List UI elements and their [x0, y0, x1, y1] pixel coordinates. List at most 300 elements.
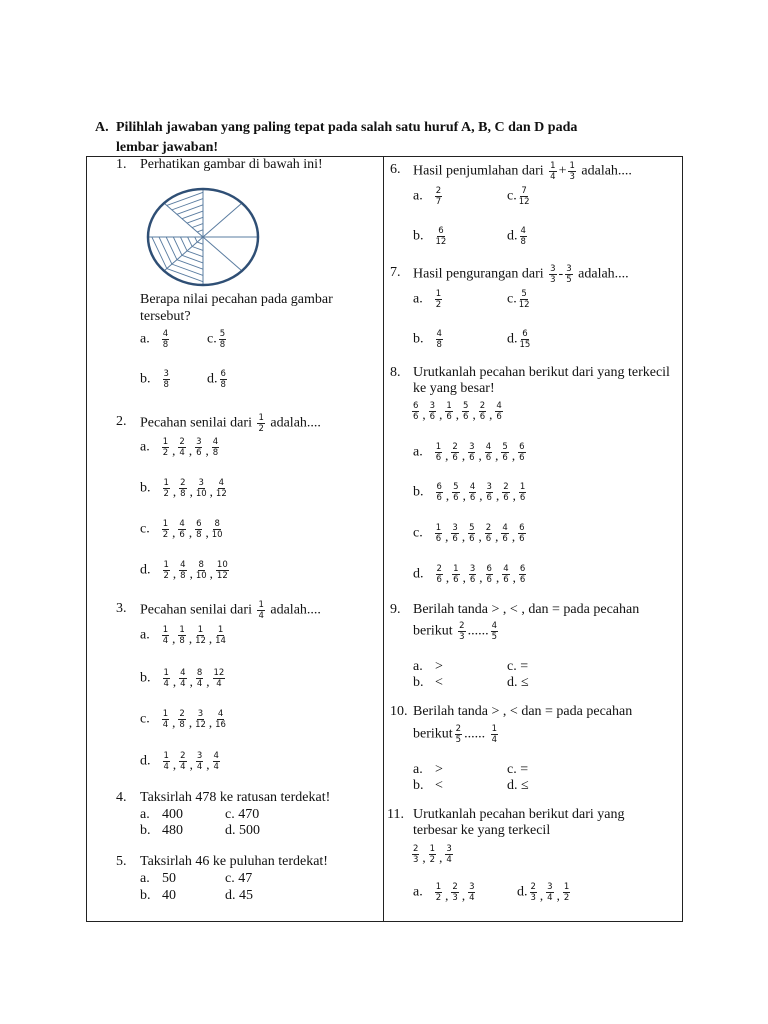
denominator: 3: [413, 855, 419, 865]
question-prompt: [140, 600, 321, 621]
fraction: [215, 625, 226, 646]
option-b[interactable]: [413, 777, 443, 795]
option-c[interactable]: [225, 870, 252, 888]
fraction: [195, 625, 206, 646]
separator: ,: [188, 714, 193, 730]
numerator: 4: [217, 709, 224, 719]
numerator: 3: [469, 882, 475, 892]
denominator: 6: [446, 412, 452, 422]
denominator: 12: [215, 489, 227, 499]
denominator: 6: [453, 575, 459, 585]
fraction: [435, 186, 442, 207]
option-d[interactable]: [507, 226, 529, 247]
fraction: [462, 401, 469, 422]
option-label: d.: [225, 888, 236, 903]
question-prompt-line-1: Urutkanlah pecahan berikut dari yang: [413, 807, 625, 822]
option-a[interactable]: [413, 882, 477, 903]
numerator: 1: [179, 625, 185, 635]
fraction-list: [160, 709, 228, 730]
fraction: [502, 564, 509, 585]
option-value: <: [435, 778, 443, 793]
fraction-list: [161, 560, 231, 581]
option-c[interactable]: [413, 523, 528, 544]
numerator: 1: [435, 523, 442, 533]
separator: ,: [205, 442, 209, 458]
option-label: a.: [140, 439, 150, 455]
denominator: 8: [219, 340, 226, 350]
option-label: c.: [413, 525, 423, 541]
option-c[interactable]: [507, 186, 532, 207]
separator: ,: [439, 849, 443, 865]
numerator: 6: [519, 564, 526, 574]
option-a[interactable]: [140, 625, 228, 646]
numerator: 12: [213, 668, 225, 678]
option-a[interactable]: [413, 289, 444, 310]
prompt-text: adalah....: [578, 266, 629, 282]
prompt-text: adalah....: [581, 163, 632, 179]
fraction: [196, 478, 207, 499]
fraction-list: [160, 519, 225, 540]
fraction: [163, 668, 170, 689]
fraction: [429, 844, 436, 865]
numerator: 8: [214, 519, 220, 529]
option-b[interactable]: [140, 668, 227, 689]
fraction: [178, 519, 185, 540]
fraction-list: [160, 437, 221, 458]
fraction: [436, 329, 443, 350]
denominator: 6: [435, 453, 442, 463]
fraction-list: [410, 844, 455, 865]
fraction: [212, 437, 219, 458]
option-label: b.: [413, 331, 424, 347]
question-prompt-line-1: Urutkanlah pecahan berikut dari yang terkecil: [413, 365, 670, 380]
option-label: c.: [225, 871, 235, 886]
option-b[interactable]: [140, 369, 172, 390]
fraction-wrap: [456, 621, 467, 642]
fraction: [451, 523, 458, 544]
separator: ,: [189, 756, 193, 772]
option-label: b.: [140, 670, 151, 686]
numerator: 5: [453, 482, 459, 492]
option-d[interactable]: [517, 882, 572, 903]
fraction-list: [434, 482, 529, 503]
fraction: [452, 564, 459, 585]
numerator: 4: [180, 560, 186, 570]
fraction-wrap: [547, 161, 558, 182]
question-prompt-line-2: ke yang besar!: [413, 381, 495, 396]
denominator: 12: [195, 720, 206, 730]
fraction: [436, 482, 443, 503]
numerator: 8: [198, 560, 204, 570]
denominator: 5: [491, 632, 497, 642]
option-label: a.: [413, 188, 423, 204]
numerator: 2: [485, 523, 492, 533]
option-label: d.: [507, 228, 518, 244]
numerator: 1: [435, 442, 442, 452]
option-a[interactable]: [413, 186, 444, 207]
denominator: 6: [519, 453, 525, 463]
numerator: 8: [196, 668, 203, 678]
fraction-wrap: [489, 724, 500, 745]
numerator: 6: [438, 226, 444, 236]
denominator: 8: [180, 489, 186, 499]
numerator: 1: [163, 751, 169, 761]
question-number: 2.: [116, 414, 127, 429]
fraction-list: [410, 401, 505, 422]
fraction: [451, 442, 458, 463]
fraction-wrap: [566, 161, 577, 182]
denominator: 4: [213, 762, 219, 772]
separator: ,: [556, 887, 560, 903]
fraction: [565, 264, 572, 285]
instructions-line-2: lembar jawaban!: [116, 140, 219, 155]
denominator: 6: [485, 453, 492, 463]
separator: ,: [489, 406, 493, 422]
section-letter: A.: [95, 120, 109, 135]
fraction: [518, 523, 525, 544]
denominator: 6: [479, 412, 486, 422]
fraction-circle-figure: [145, 187, 261, 287]
prompt-text: Hasil penjumlahan dari: [413, 163, 544, 179]
denominator: 16: [215, 720, 226, 730]
fraction: [445, 401, 452, 422]
denominator: 7: [435, 197, 442, 207]
denominator: 2: [563, 893, 570, 903]
option-d[interactable]: [207, 369, 229, 390]
option-value: =: [520, 659, 529, 674]
column-divider: [383, 156, 384, 922]
denominator: 8: [180, 571, 186, 581]
numerator: 4: [436, 329, 442, 339]
numerator: 1: [550, 161, 556, 171]
denominator: 4: [179, 448, 185, 458]
separator: ,: [206, 673, 210, 689]
option-b[interactable]: [140, 478, 229, 499]
denominator: 3: [550, 275, 556, 285]
separator: ,: [209, 565, 213, 581]
option-d[interactable]: [507, 674, 529, 692]
question-prompt-line-2: [413, 621, 500, 642]
separator: ,: [172, 524, 176, 540]
numerator: 6: [220, 369, 226, 379]
numerator: 2: [180, 751, 186, 761]
fraction: [429, 401, 436, 422]
fraction: [257, 413, 264, 434]
option-label: a.: [413, 659, 423, 674]
option-d[interactable]: [507, 329, 532, 350]
denominator: 2: [258, 424, 264, 434]
fraction: [518, 442, 525, 463]
option-label: d.: [413, 566, 424, 582]
denominator: 12: [216, 571, 228, 581]
fraction: [162, 329, 169, 350]
separator: ,: [461, 887, 466, 903]
fraction: [163, 369, 170, 390]
fraction: [216, 560, 229, 581]
denominator: 12: [195, 636, 206, 646]
numerator: 1: [163, 560, 169, 570]
option-label: d.: [140, 562, 151, 578]
numerator: 4: [496, 401, 502, 411]
denominator: 6: [503, 493, 509, 503]
option-value: ≤: [521, 675, 529, 690]
option-c[interactable]: [507, 289, 532, 310]
question-prompt-line-1: Berilah tanda > , < dan = pada pecahan: [413, 704, 633, 719]
separator: ,: [478, 447, 482, 463]
denominator: 3: [452, 893, 458, 903]
option-c[interactable]: [140, 519, 225, 540]
option-b[interactable]: [413, 674, 443, 692]
denominator: 8: [163, 380, 169, 390]
denominator: 8: [162, 340, 169, 350]
denominator: 6: [519, 493, 526, 503]
fraction: [491, 724, 498, 745]
option-a[interactable]: [413, 442, 528, 463]
fraction: [469, 482, 476, 503]
numerator: 4: [520, 226, 526, 236]
fraction: [179, 668, 186, 689]
option-b[interactable]: [140, 822, 183, 840]
fraction: [519, 186, 530, 207]
fraction: [502, 482, 509, 503]
option-label: c.: [140, 711, 150, 727]
numerator: 10: [216, 560, 228, 570]
fraction: [549, 264, 556, 285]
fraction: [519, 564, 526, 585]
question-prompt: Taksirlah 46 ke puluhan terdekat!: [140, 854, 328, 869]
denominator: 6: [469, 534, 475, 544]
numerator: 4: [212, 437, 219, 447]
separator: ,: [479, 487, 483, 503]
separator: ,: [189, 565, 193, 581]
numerator: 1: [491, 724, 497, 734]
denominator: 6: [452, 453, 458, 463]
option-value: 470: [238, 807, 260, 822]
question-text-line-2: tersebut?: [140, 309, 191, 324]
fraction: [458, 621, 465, 642]
operator: +: [558, 163, 567, 179]
fraction: [216, 478, 227, 499]
fraction: [485, 442, 492, 463]
numerator: 4: [213, 751, 219, 761]
prompt-text: berikut: [413, 623, 453, 639]
separator: ,: [172, 483, 177, 499]
numerator: 5: [521, 289, 527, 299]
option-value: >: [435, 762, 443, 777]
option-label: d.: [507, 675, 518, 690]
separator: ,: [512, 569, 516, 585]
separator: ,: [172, 756, 177, 772]
denominator: 6: [196, 448, 202, 458]
option-label: b.: [413, 484, 424, 500]
denominator: 10: [195, 571, 207, 581]
denominator: 4: [162, 720, 169, 730]
denominator: 6: [179, 530, 185, 540]
denominator: 6: [502, 453, 508, 463]
fraction: [435, 523, 442, 544]
fraction: [479, 401, 486, 422]
option-value: <: [435, 675, 443, 690]
option-label: c.: [507, 188, 517, 204]
option-label: a.: [413, 762, 423, 777]
fraction: [546, 882, 553, 903]
fraction-wrap: [517, 186, 532, 207]
numerator: 3: [550, 264, 556, 274]
fraction: [196, 751, 203, 772]
numerator: 2: [436, 564, 442, 574]
separator: ,: [189, 483, 193, 499]
numerator: 2: [479, 401, 486, 411]
option-label: c.: [507, 762, 517, 777]
denominator: 4: [491, 735, 497, 745]
option-label: d.: [517, 884, 528, 900]
separator: ,: [172, 673, 177, 689]
fraction: [501, 442, 508, 463]
question-number: 11.: [387, 807, 404, 822]
denominator: 2: [163, 571, 169, 581]
fraction: [435, 442, 442, 463]
prompt-text: berikut: [413, 726, 453, 742]
denominator: 6: [502, 534, 508, 544]
numerator: 6: [196, 519, 202, 529]
fraction: [179, 560, 186, 581]
separator: ,: [462, 569, 466, 585]
numerator: 1: [217, 625, 224, 635]
denominator: 12: [435, 237, 447, 247]
fraction-wrap: [518, 226, 529, 247]
fraction: [178, 625, 185, 646]
denominator: 5: [455, 735, 462, 745]
option-a[interactable]: [140, 329, 171, 350]
numerator: 5: [502, 442, 508, 452]
fraction: [179, 751, 186, 772]
denominator: 3: [530, 893, 536, 903]
separator: ,: [188, 524, 193, 540]
separator: ,: [172, 714, 176, 730]
question-prompt-line-1: Berilah tanda > , < , dan = pada pecahan: [413, 602, 640, 617]
numerator: 3: [469, 564, 476, 574]
option-label: c.: [140, 521, 150, 537]
blank-dots: ......: [464, 726, 486, 742]
numerator: 3: [547, 882, 553, 892]
fraction: [163, 751, 170, 772]
numerator: 1: [446, 401, 452, 411]
option-b[interactable]: [140, 887, 176, 905]
fraction: [455, 724, 462, 745]
numerator: 1: [163, 478, 169, 488]
option-c[interactable]: [140, 709, 228, 730]
option-label: c.: [225, 807, 235, 822]
separator: ,: [172, 630, 176, 646]
numerator: 5: [463, 401, 469, 411]
denominator: 12: [518, 197, 530, 207]
numerator: 3: [163, 369, 169, 379]
separator: ,: [439, 406, 443, 422]
option-d[interactable]: [225, 822, 260, 840]
fraction-wrap: [161, 369, 172, 390]
denominator: 6: [519, 534, 525, 544]
option-value: 480: [162, 823, 183, 838]
denominator: 2: [429, 855, 436, 865]
question-number: 7.: [390, 265, 401, 280]
fraction: [501, 523, 508, 544]
numerator: 1: [258, 413, 264, 423]
fraction-list: [433, 882, 478, 903]
option-label: a.: [140, 807, 150, 822]
option-c[interactable]: [207, 329, 228, 350]
option-label: a.: [140, 627, 150, 643]
numerator: 6: [436, 482, 442, 492]
option-d[interactable]: [140, 751, 222, 772]
option-label: b.: [413, 778, 424, 793]
denominator: 6: [436, 493, 442, 503]
denominator: 4: [162, 636, 169, 646]
fraction-wrap: [434, 329, 445, 350]
fraction: [196, 668, 203, 689]
option-value: =: [520, 762, 529, 777]
fraction: [163, 478, 170, 499]
question-prompt-line-2: [413, 724, 500, 745]
option-a[interactable]: [140, 870, 176, 888]
option-b[interactable]: [413, 329, 445, 350]
denominator: 6: [463, 412, 469, 422]
numerator: 1: [569, 161, 575, 171]
fraction: [452, 482, 459, 503]
option-d[interactable]: [225, 887, 253, 905]
instructions-line-1: Pilihlah jawaban yang paling tepat pada salah satu huruf A, B, C dan D pada: [116, 120, 578, 135]
separator: ,: [188, 630, 193, 646]
separator: ,: [495, 447, 499, 463]
numerator: 2: [455, 724, 462, 734]
fraction: [549, 161, 556, 182]
option-d[interactable]: [413, 564, 528, 585]
denominator: 4: [180, 762, 186, 772]
fraction: [412, 401, 419, 422]
numerator: 1: [453, 564, 459, 574]
option-a[interactable]: [140, 437, 221, 458]
denominator: 2: [163, 489, 169, 499]
numerator: 7: [521, 186, 527, 196]
numerator: 2: [180, 478, 186, 488]
option-label: b.: [140, 888, 151, 903]
denominator: 4: [180, 679, 186, 689]
fraction-wrap: [563, 264, 574, 285]
fraction: [445, 844, 452, 865]
question-prompt-line-2: terbesar ke yang terkecil: [413, 823, 551, 838]
option-b[interactable]: [413, 482, 528, 503]
separator: ,: [445, 487, 450, 503]
denominator: 4: [469, 893, 475, 903]
option-d[interactable]: [140, 560, 231, 581]
separator: ,: [512, 487, 516, 503]
fraction: [563, 882, 570, 903]
fraction: [486, 482, 493, 503]
numerator: 4: [179, 519, 185, 529]
separator: ,: [422, 849, 426, 865]
fraction: [213, 668, 226, 689]
numerator: 4: [218, 478, 225, 488]
fraction-list: [161, 668, 228, 689]
option-label: c.: [507, 291, 517, 307]
numerator: 1: [429, 844, 436, 854]
denominator: 2: [162, 448, 169, 458]
denominator: 8: [196, 530, 202, 540]
numerator: 3: [486, 482, 492, 492]
fraction-wrap: [255, 413, 266, 434]
numerator: 3: [429, 401, 436, 411]
option-d[interactable]: [507, 777, 529, 795]
option-b[interactable]: [413, 226, 448, 247]
